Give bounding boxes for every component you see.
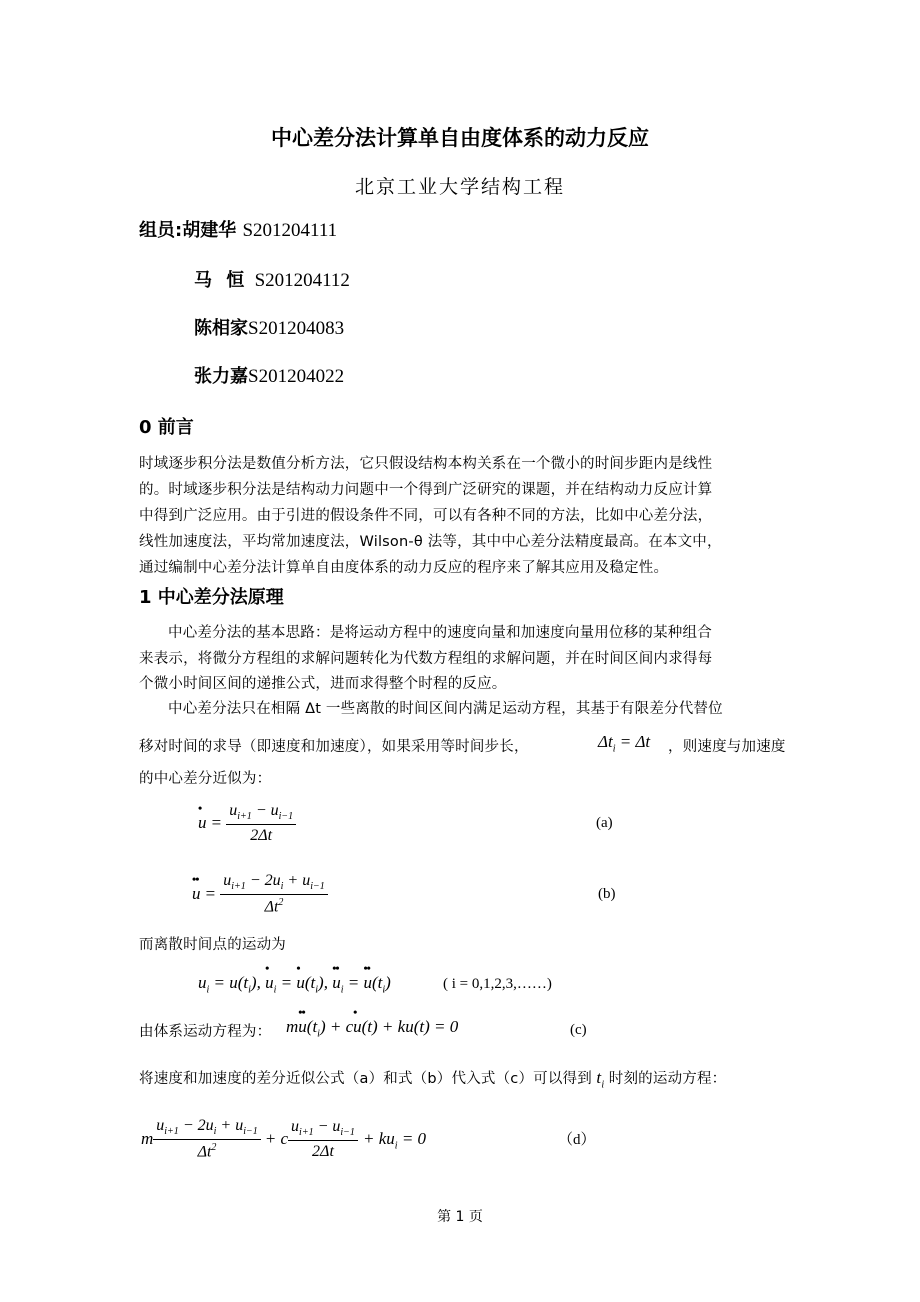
index-range: ( i = 0,1,2,3,……) [443, 976, 552, 992]
members-label: 组员: [139, 220, 183, 241]
equation-discrete-motion: m $\frac{u_{i+1} - 2u_i + u_{i-1}}{\Delta t^2}$ + c $\frac{u_{i+1} - u_{i-1}}{2\Delta t}$ + $ku_i = 0$ [141, 1117, 427, 1161]
equation-label: (c) [570, 1022, 587, 1038]
equal-step-formula: $\Delta t_i = \Delta t$ [598, 732, 651, 755]
text: 时刻的运动方程： [608, 1071, 727, 1087]
paragraph-line: 中心差分法只在相隔 Δt 一些离散的时间区间内满足运动方程，其基于有限差分代替位 [168, 701, 723, 717]
member-id: S201204111 [242, 220, 338, 241]
equation-motion: m•• $u(t_i)$ + c• u(t) + ku(t) = 0 [286, 1017, 458, 1039]
paragraph-line: 移对时间的求导（即速度和加速度），如果采用等时间步长， [139, 739, 529, 755]
paragraph-line: 中得到广泛应用。由于引进的假设条件不同，可以有各种不同的方法，比如中心差分法， [139, 508, 713, 524]
section-heading: 1 中心差分法原理 [139, 587, 284, 608]
paragraph-line: 而离散时间点的运动为 [139, 937, 286, 953]
paragraph-line: 的中心差分近似为： [139, 771, 272, 787]
paragraph-line: 个微小时间区间的递推公式，进而求得整个时程的反应。 [139, 676, 507, 692]
equation-label: (a) [596, 815, 613, 831]
member-line [194, 314, 344, 340]
paragraph-line: ，则速度与加速度 [668, 739, 786, 755]
equation-velocity: • u = $\frac{u_{i+1} - u_{i-1}}{2\Delta t}$ [198, 802, 296, 845]
paragraph-line: 通过编制中心差分法计算单自由度体系的动力反应的程序来了解其应用及稳定性。 [139, 560, 669, 576]
member-line [194, 266, 350, 292]
paragraph-line [139, 1067, 726, 1090]
equation-label: (b) [598, 886, 616, 902]
time-symbol: $t_i$ [591, 1068, 605, 1091]
member-id: S201204083 [248, 318, 345, 339]
member-name: 张力嘉 [194, 366, 248, 387]
text: 将速度和加速度的差分近似公式（a）和式（b）代入式（c）可以得到 [139, 1071, 592, 1087]
paragraph-line: 线性加速度法，平均常加速度法，Wilson-θ 法等，其中中心差分法精度最高。在本文中， [139, 534, 722, 550]
member-id: S201204112 [254, 270, 350, 291]
page-number: 第 1 页 [437, 1209, 483, 1225]
equation-acceleration: •• u = $\frac{u_{i+1} - 2u_i + u_{i-1}}{\Delta t^2}$ [192, 872, 328, 917]
paragraph-line: 来表示，将微分方程组的求解问题转化为代数方程组的求解问题，并在时间区间内求得每 [139, 651, 713, 667]
member-line [139, 216, 337, 242]
equation-label: （d） [558, 1132, 596, 1148]
member-id: S201204022 [248, 366, 345, 387]
member-name: 马 恒 [194, 270, 249, 291]
paragraph-line: 的。时域逐步积分法是结构动力问题中一个得到广泛研究的课题，并在结构动力反应计算 [139, 482, 713, 498]
member-line [194, 362, 344, 388]
paragraph-line: 中心差分法的基本思路：是将运动方程中的速度向量和加速度向量用位移的某种组合 [168, 625, 712, 641]
document-subtitle: 北京工业大学结构工程 [354, 176, 565, 198]
section-heading: 0 前言 [139, 417, 194, 438]
member-name: 陈相家 [194, 318, 248, 339]
paragraph-line: 时域逐步积分法是数值分析方法，它只假设结构本构关系在一个微小的时间步距内是线性 [139, 456, 713, 472]
document-title: 中心差分法计算单自由度体系的动力反应 [271, 126, 649, 150]
paragraph-line: 由体系运动方程为： [139, 1024, 272, 1040]
equation-discrete: $u_i = u(t_i)$, • $u_i$ = • $u(t_i)$, •• $u_i$ = •• $u(t_i)$ [198, 973, 391, 995]
member-name: 胡建华 [182, 220, 237, 241]
